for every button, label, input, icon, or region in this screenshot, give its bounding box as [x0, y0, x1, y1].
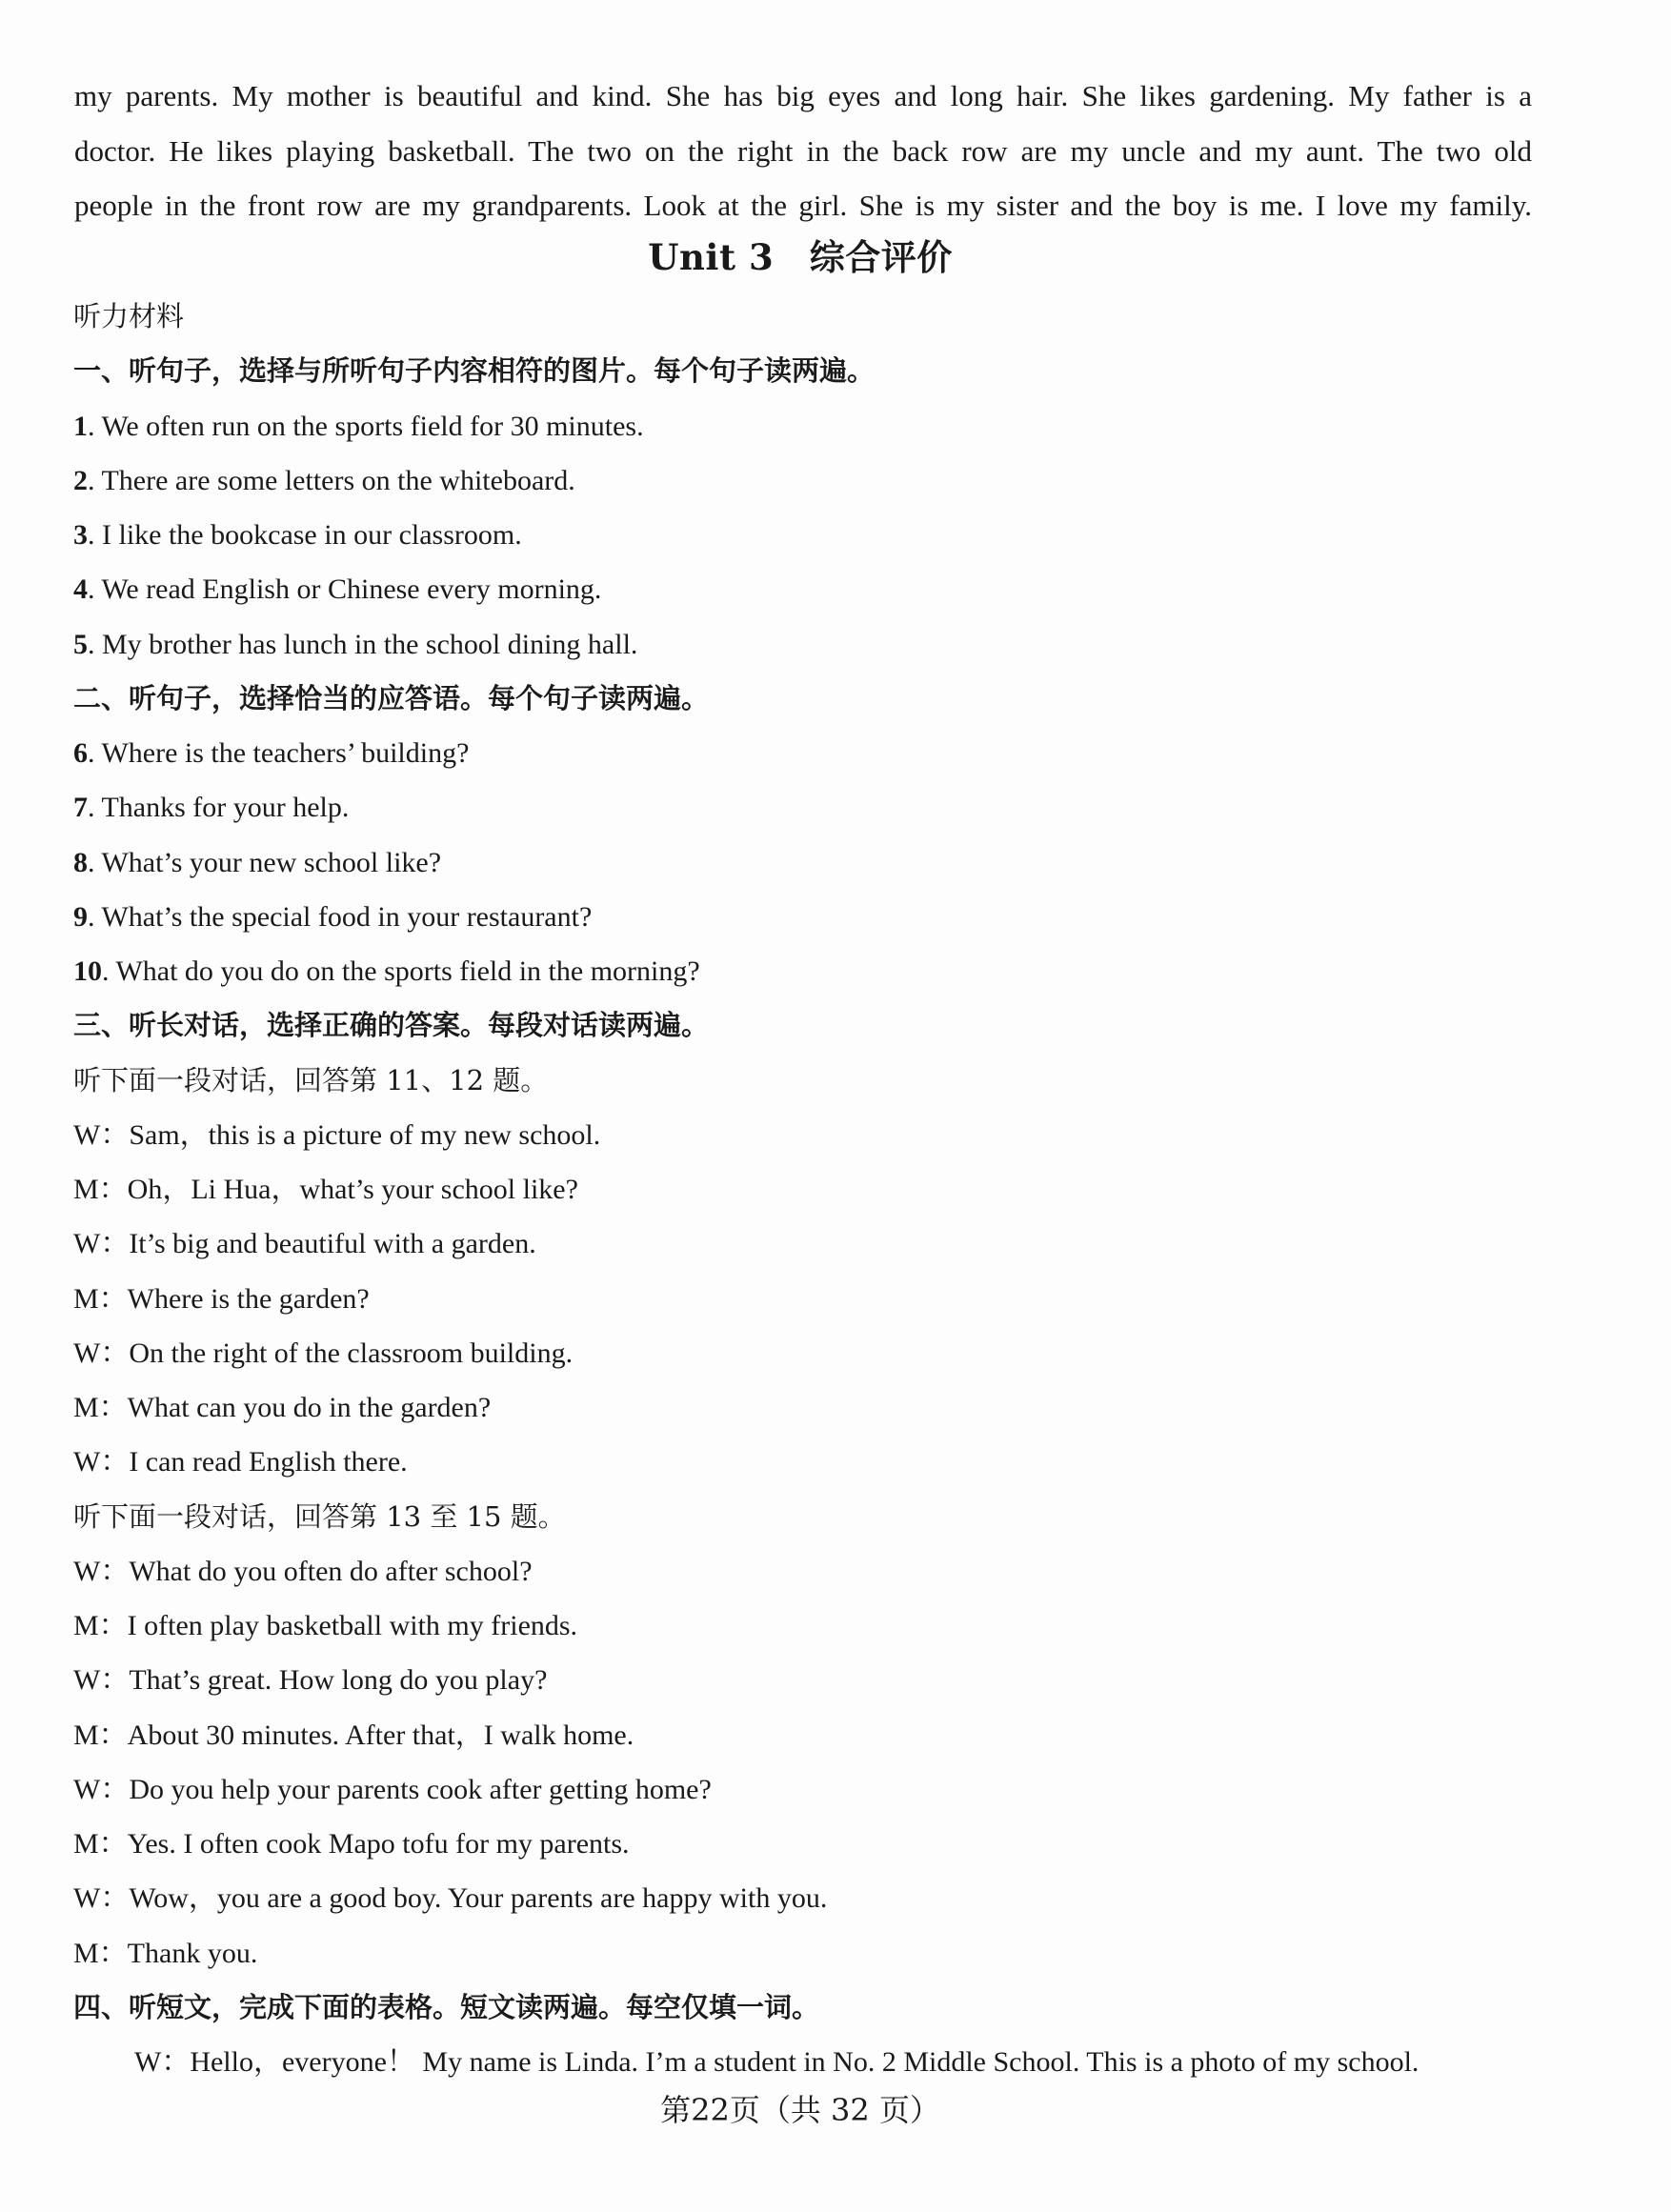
question-item — [73, 562, 1550, 616]
dialogue-line: W：On the right of the classroom building. — [73, 1337, 574, 1369]
question-number: 7 — [73, 792, 88, 824]
question-item — [73, 453, 1550, 508]
dialogue-line: M：I often play basketball with my friends. — [73, 1610, 578, 1641]
question-item — [73, 890, 1550, 944]
passage-line: W：Hello，everyone！ My name is Linda. I’m a student in No. 2 Middle School. This is a photo of my school. — [134, 2046, 1419, 2078]
question-text: . My brother has lunch in the school dining hall. — [88, 628, 638, 660]
dialogue-line: W：What do you often do after school? — [73, 1555, 533, 1587]
intro-line: my parents. My mother is beautiful and kind. She has big eyes and long hair. She likes gardening. My father is a — [74, 79, 1532, 112]
unit-title: Unit 3 综合评价 — [648, 236, 953, 278]
question-number: 3 — [73, 519, 88, 551]
question-item — [73, 944, 1550, 998]
question-item — [73, 617, 1550, 672]
question-item — [73, 835, 1550, 890]
question-number: 9 — [73, 900, 88, 933]
dialogue-line: W：It’s big and beautiful with a garden. — [73, 1228, 536, 1260]
question-text: . There are some letters on the whiteboard. — [88, 464, 575, 496]
question-item — [73, 399, 1550, 453]
section-heading-2: 二、听句子，选择恰当的应答语。每个句子读两遍。 — [73, 681, 710, 714]
question-number: 1 — [73, 410, 88, 442]
dialogue-line: M：Where is the garden? — [73, 1282, 370, 1315]
question-text: . Where is the teachers’ building? — [88, 737, 470, 769]
question-number: 6 — [73, 737, 88, 769]
dialogue-line: W：I can read English there. — [73, 1446, 408, 1478]
question-item — [73, 508, 1550, 562]
question-item — [73, 780, 1550, 835]
question-text: . I like the bookcase in our classroom. — [88, 519, 522, 551]
question-text: . What’s the special food in your restaurant? — [88, 900, 593, 933]
question-number: 5 — [73, 628, 88, 660]
question-text: . What’s your new school like? — [88, 846, 442, 878]
dialogue-line: W：That’s great. How long do you play? — [73, 1664, 548, 1697]
dialogue-line: W：Sam，this is a picture of my new school. — [73, 1118, 601, 1151]
dialogue-line: W：Wow，you are a good boy. Your parents are happy with you. — [73, 1882, 828, 1915]
question-text: . We read English or Chinese every morning. — [88, 573, 602, 606]
question-number: 10 — [73, 955, 102, 987]
dialogue-line: M：Yes. I often cook Mapo tofu for my parents. — [73, 1828, 630, 1860]
question-text: . Thanks for your help. — [88, 792, 350, 824]
dialogue-line: W：Do you help your parents cook after getting home? — [73, 1773, 712, 1805]
dialogue-line: M：What can you do in the garden? — [73, 1392, 492, 1423]
material-label: 听力材料 — [73, 300, 185, 332]
question-text: . What do you do on the sports field in the morning? — [102, 955, 700, 987]
question-number: 4 — [73, 573, 88, 606]
section-heading-1: 一、听句子，选择与所听句子内容相符的图片。每个句子读两遍。 — [73, 354, 876, 388]
dialogue-intro: 听下面一段对话，回答第 11、12 题。 — [73, 1063, 549, 1096]
question-number: 2 — [73, 464, 88, 496]
dialogue-line: M：Thank you. — [73, 1937, 258, 1969]
section-heading-4: 四、听短文，完成下面的表格。短文读两遍。每空仅填一词。 — [73, 1990, 820, 2023]
question-number: 8 — [73, 846, 88, 878]
dialogue-intro: 听下面一段对话，回答第 13 至 15 题。 — [73, 1499, 566, 1533]
listening-material — [73, 290, 1550, 2089]
dialogue-line: M：About 30 minutes. After that，I walk home. — [73, 1719, 634, 1751]
page-number: 第22页（共 32 页） — [660, 2092, 940, 2128]
intro-line: doctor. He likes playing basketball. The two on the right in the back row are my uncle and my aunt. The two old — [74, 133, 1532, 168]
intro-paragraph — [74, 69, 1532, 233]
section-heading-3: 三、听长对话，选择正确的答案。每段对话读两遍。 — [73, 1009, 710, 1042]
intro-line: people in the front row are my grandparents. Look at the girl. She is my sister and the boy is me. I love my family. — [74, 189, 1532, 222]
question-text: . We often run on the sports field for 30 minutes. — [88, 410, 644, 442]
dialogue-line: M：Oh，Li Hua，what’s your school like? — [73, 1174, 578, 1205]
question-item — [73, 726, 1550, 780]
